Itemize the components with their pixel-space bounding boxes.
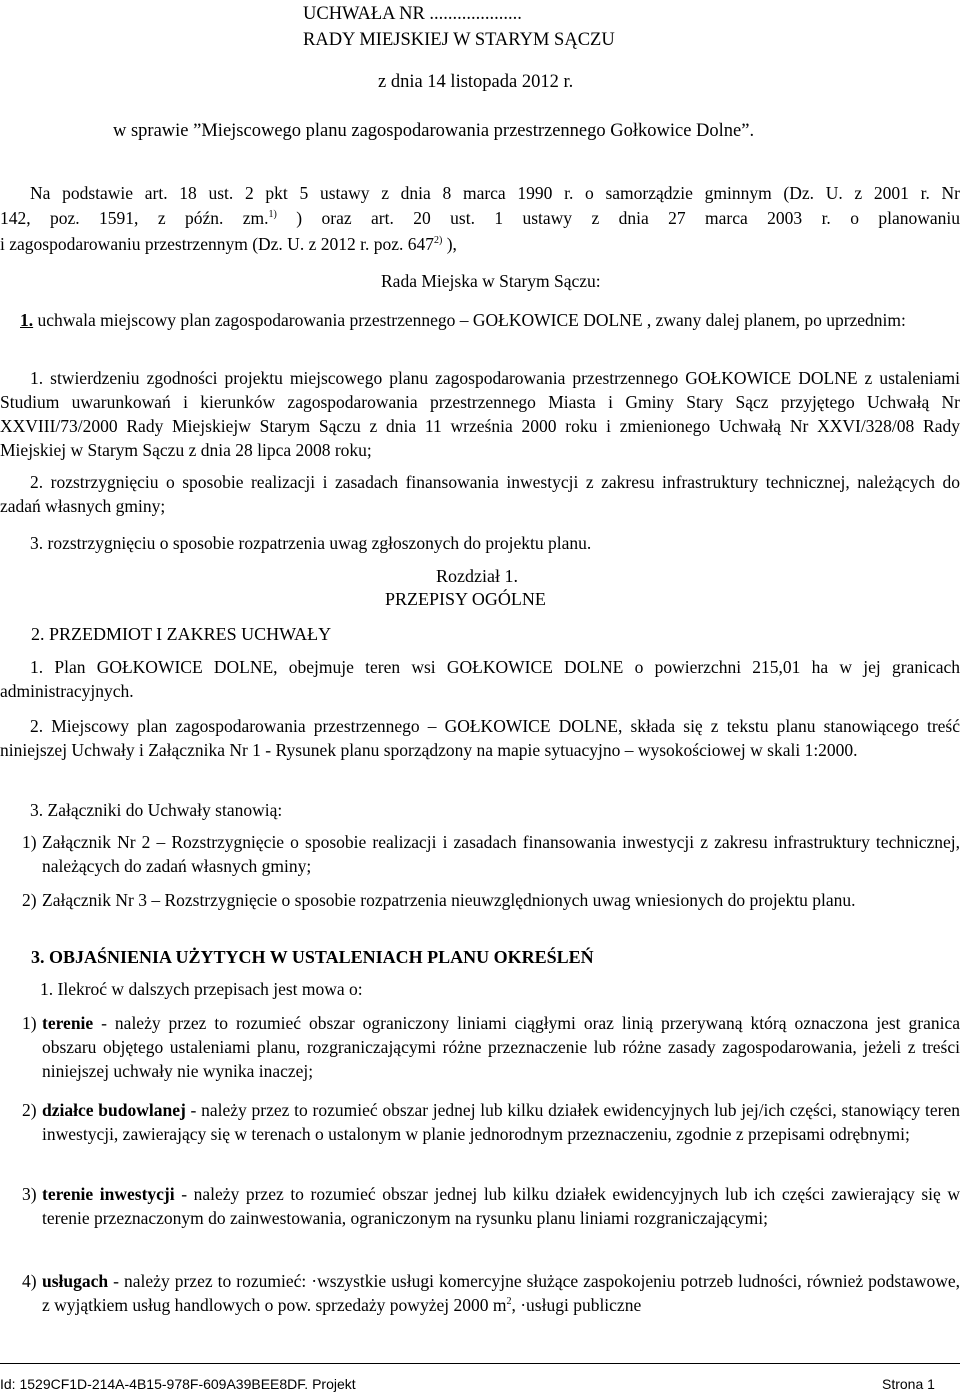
list-item-body bbox=[42, 1182, 960, 1230]
list-item-number: 1) bbox=[22, 832, 37, 852]
list-item-number: 2) bbox=[22, 890, 37, 910]
preamble-line-3b: ), bbox=[442, 234, 457, 254]
footer-page-number: Strona 1 bbox=[882, 1376, 935, 1392]
intro-item-2: 2. rozstrzygnięciu o sposobie realizacji i zasadach finansowania inwestycji z zakresu infrastruktury technicznej, należących do zadań własnych gminy; bbox=[0, 472, 960, 516]
paragraph-number: 1. bbox=[20, 310, 34, 330]
chapter-title: PRZEPISY OGÓLNE bbox=[385, 589, 546, 609]
document-date: z dnia 14 listopada 2012 r. bbox=[378, 72, 574, 92]
title-line-1: UCHWAŁA NR .................... bbox=[303, 4, 522, 24]
preamble-line-2a: 142, poz. 1591, z późn. zm. bbox=[0, 208, 269, 228]
definition-term: usługach bbox=[42, 1271, 109, 1291]
list-item-number: 3) bbox=[22, 1184, 37, 1204]
definition-term: terenie inwestycji bbox=[42, 1184, 175, 1204]
list-item-number: 2) bbox=[22, 1100, 37, 1120]
definition-text: - należy przez to rozumieć obszar jednej lub kilku działek ewidencyjnych lub ich części zawierający się w terenie przeznaczonym do zainwestowania, ograniczonym na rysunku planu liniami rozgraniczającymi; bbox=[42, 1184, 960, 1228]
section-2-paragraph-1: 1. Plan GOŁKOWICE DOLNE, obejmuje teren wsi GOŁKOWICE DOLNE o powierzchni 215,01 ha w jej granicach administracyjnych. bbox=[0, 657, 960, 701]
preamble-line-3 bbox=[0, 232, 960, 256]
definition-text-b: , ·usługi publiczne bbox=[511, 1295, 642, 1315]
list-item-text: Załącznik Nr 3 – Rozstrzygnięcie o sposobie rozpatrzenia nieuwzględnionych uwag wniesionych do projektu planu. bbox=[42, 890, 856, 910]
list-item-body bbox=[42, 1011, 960, 1083]
intro-item-1: 1. stwierdzeniu zgodności projektu miejscowego planu zagospodarowania przestrzennego GOŁKOWICE DOLNE z ustaleniami Studium uwarunkowań i kierunków zagospodarowania przestrzennego Miasta i Gminy Stary Sącz przyjętego Uchwałą Nr XXVIII/73/2000 Rady Miejskiejw Starym Sączu z dnia 11 września 2000 roku i zmienionego Uchwałą Nr XXVI/328/08 Rady Miejskiej w Starym Sączu z dnia 28 lipca 2008 roku; bbox=[0, 368, 960, 460]
attachment-item-2 bbox=[22, 888, 960, 912]
list-item-body bbox=[42, 1098, 960, 1146]
document-subject: w sprawie ”Miejscowego planu zagospodarowania przestrzennego Gołkowice Dolne”. bbox=[113, 121, 755, 141]
section-2-paragraph-3: 3. Załączniki do Uchwały stanowią: bbox=[30, 800, 283, 820]
list-item-body bbox=[42, 1269, 960, 1317]
definition-term: terenie bbox=[42, 1013, 94, 1033]
superscript: 2 bbox=[506, 1296, 512, 1307]
section-2-paragraph-2: 2. Miejscowy plan zagospodarowania przestrzennego – GOŁKOWICE DOLNE, składa się z tekstu planu stanowiącego treść niniejszej Uchwały i Załącznika Nr 1 - Rysunek planu sporządzony na mapie sytuacyjno – wysokościowej w skali 1:2000. bbox=[0, 716, 960, 760]
definition-text-a: - należy przez to rozumieć: ·wszystkie usługi komercyjne służące zaspokojeniu potrzeb ludności, również podstawowe, z wyjątkiem usług handlowych o pow. sprzedaży powyżej 2000 m bbox=[42, 1271, 960, 1315]
preamble-line-3a: i zagospodarowaniu przestrzennym (Dz. U. z 2012 r. poz. 647 bbox=[0, 234, 434, 254]
preamble-line-1: Na podstawie art. 18 ust. 2 pkt 5 ustawy z dnia 8 marca 1990 r. o samorządzie gminnym (Dz. U. z 2001 r. Nr bbox=[30, 183, 960, 203]
definition-item-3 bbox=[22, 1182, 960, 1230]
definition-term: działce budowlanej bbox=[42, 1100, 186, 1120]
footnote-ref-2: 2) bbox=[433, 235, 443, 246]
council-line: Rada Miejska w Starym Sączu: bbox=[381, 271, 601, 291]
definition-item-1 bbox=[22, 1011, 960, 1083]
attachment-item-1 bbox=[22, 830, 960, 878]
definition-item-2 bbox=[22, 1098, 960, 1146]
list-item-number: 4) bbox=[22, 1271, 37, 1291]
section-3-paragraph-1: 1. Ilekroć w dalszych przepisach jest mowa o: bbox=[40, 979, 363, 999]
definition-item-4 bbox=[22, 1269, 960, 1317]
intro-paragraph-1-text: uchwala miejscowy plan zagospodarowania przestrzennego – GOŁKOWICE DOLNE , zwany dalej planem, po uprzednim: bbox=[33, 310, 906, 330]
list-item-text: Załącznik Nr 2 – Rozstrzygnięcie o sposobie realizacji i zasadach finansowania inwestycji z zakresu infrastruktury technicznej, należących do zadań własnych gminy; bbox=[42, 832, 960, 876]
section-2-heading: 2. PRZEDMIOT I ZAKRES UCHWAŁY bbox=[31, 624, 332, 644]
definition-text: - należy przez to rozumieć obszar ograniczony liniami ciągłymi oraz linią przerywaną którą oznaczona jest granica obszaru objętego ustaleniami planu, rozgraniczającymi różne przeznaczenie lub różne zasady zagospodarowania, jeżeli z treści niniejszej uchwały nie wynika inaczej; bbox=[42, 1013, 960, 1081]
intro-paragraph-1 bbox=[0, 308, 960, 332]
list-item-number: 1) bbox=[22, 1013, 37, 1033]
footer-divider bbox=[0, 1363, 960, 1364]
definition-text: - należy przez to rozumieć obszar jednej lub kilku działek ewidencyjnych lub jej/ich części, stanowiący teren inwestycji, zawierający się w terenach o ustalonym w planie jednorodnym przeznaczeniu, zgodnie z przepisami odrębnymi; bbox=[42, 1100, 960, 1144]
preamble-line-2 bbox=[0, 206, 960, 230]
preamble-line-2b: ) oraz art. 20 ust. 1 ustawy z dnia 27 marca 2003 r. o planowaniu bbox=[276, 208, 960, 228]
title-line-2: RADY MIEJSKIEJ W STARYM SĄCZU bbox=[303, 30, 615, 50]
document-title bbox=[303, 2, 615, 52]
section-3-heading: 3. OBJAŚNIENIA UŻYTYCH W USTALENIACH PLANU OKREŚLEŃ bbox=[31, 947, 594, 967]
chapter-label: Rozdział 1. bbox=[436, 566, 518, 586]
intro-item-3: 3. rozstrzygnięciu o sposobie rozpatrzenia uwag zgłoszonych do projektu planu. bbox=[30, 533, 592, 553]
footer-id: Id: 1529CF1D-214A-4B15-978F-609A39BEE8DF. Projekt bbox=[0, 1376, 356, 1392]
footnote-ref-1: 1) bbox=[268, 209, 277, 220]
